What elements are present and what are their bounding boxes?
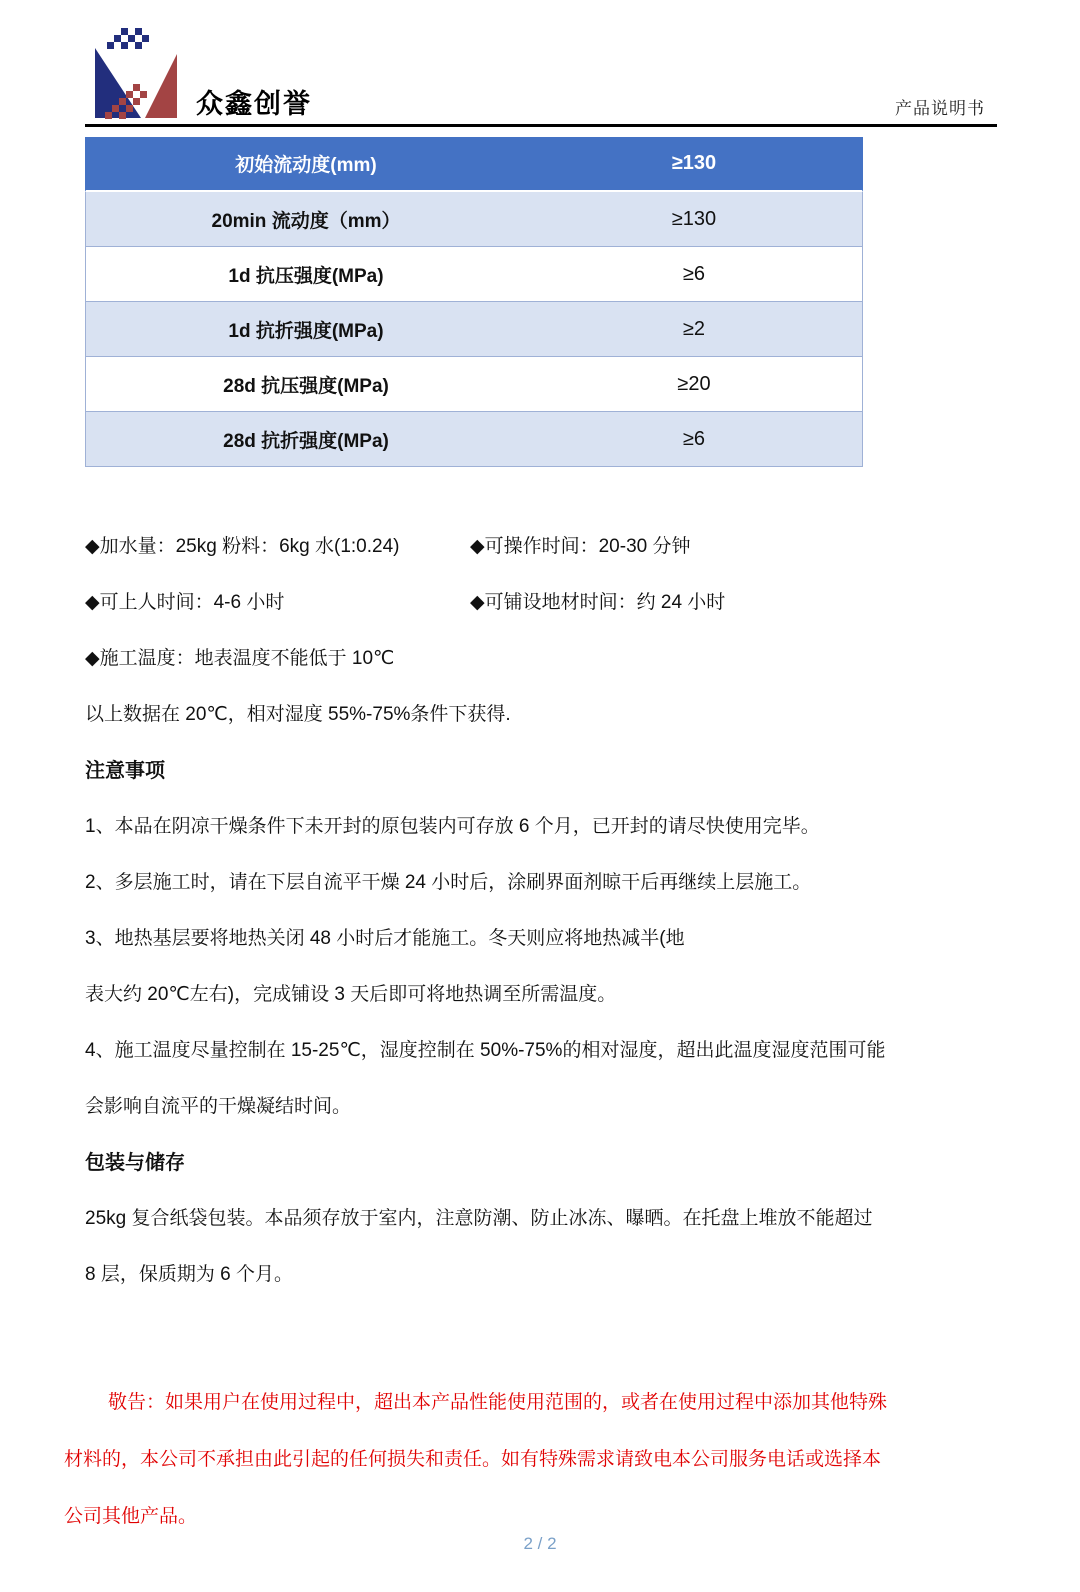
spec-table xyxy=(85,137,863,467)
storage-heading: 包装与储存 xyxy=(85,1151,185,1174)
body-content xyxy=(85,516,997,1300)
table-row-value: ≥130 xyxy=(671,152,717,174)
table-row xyxy=(85,412,863,467)
note-line: 1、本品在阴凉干燥条件下未开封的原包装内可存放 6 个月，已开封的请尽快使用完毕。 xyxy=(85,815,820,837)
spec-bullet-row xyxy=(85,572,997,628)
storage-line: 25kg 复合纸袋包装。本品须存放于室内，注意防潮、防止冰冻、曝晒。在托盘上堆放不能超过 xyxy=(85,1207,873,1229)
spec-item-construction-temp: ◆施工温度：地表温度不能低于 10℃ xyxy=(85,647,395,669)
storage-line: 8 层，保质期为 6 个月。 xyxy=(85,1263,293,1285)
table-row xyxy=(85,357,863,412)
spec-item-working-time: ◆可操作时间：20-30 分钟 xyxy=(470,535,691,557)
table-row-label: 1d 抗折强度(MPa) xyxy=(228,320,384,342)
table-row-label: 1d 抗压强度(MPa) xyxy=(228,265,384,287)
document-type-label: 产品说明书 xyxy=(895,99,985,118)
warning-paragraph xyxy=(64,1372,1016,1543)
table-row-value: ≥130 xyxy=(671,207,717,230)
spec-item-water-ratio: ◆加水量：25kg 粉料：6kg 水(1:0.24) xyxy=(85,535,400,557)
page-number: 2 / 2 xyxy=(523,1534,557,1553)
table-row-label: 20min 流动度（mm） xyxy=(211,210,401,232)
spec-bullet-row xyxy=(85,516,997,572)
warning-line: 公司其他产品。 xyxy=(64,1506,198,1527)
table-row-label: 28d 抗压强度(MPa) xyxy=(223,375,389,397)
note-line: 3、地热基层要将地热关闭 48 小时后才能施工。冬天则应将地热减半(地 xyxy=(85,927,685,949)
warning-line: 敬告：如果用户在使用过程中，超出本产品性能使用范围的，或者在使用过程中添加其他特殊 xyxy=(108,1392,888,1413)
table-row xyxy=(85,302,863,357)
warning-line: 材料的，本公司不承担由此引起的任何损失和责任。如有特殊需求请致电本公司服务电话或选择本 xyxy=(64,1449,882,1470)
note-line: 表大约 20℃左右)，完成铺设 3 天后即可将地热调至所需温度。 xyxy=(85,983,617,1005)
notes-heading: 注意事项 xyxy=(85,759,165,782)
table-row-value: ≥20 xyxy=(677,372,711,395)
company-name: 众鑫创誉 xyxy=(196,89,312,119)
note-line: 2、多层施工时，请在下层自流平干燥 24 小时后，涂刷界面剂晾干后再继续上层施工。 xyxy=(85,871,812,893)
note-line: 4、施工温度尽量控制在 15-25℃，湿度控制在 50%-75%的相对湿度，超出此温度湿度范围可能 xyxy=(85,1039,886,1061)
table-row xyxy=(85,137,863,192)
note-line: 会影响自流平的干燥凝结时间。 xyxy=(85,1095,352,1117)
table-row-value: ≥6 xyxy=(682,262,706,285)
spec-item-flooring-time: ◆可铺设地材时间：约 24 小时 xyxy=(470,591,726,613)
spec-conditions-note: 以上数据在 20℃，相对湿度 55%-75%条件下获得. xyxy=(85,703,511,725)
table-row xyxy=(85,192,863,247)
table-row-label: 28d 抗折强度(MPa) xyxy=(223,430,389,452)
table-row-value: ≥2 xyxy=(682,317,706,340)
header-divider xyxy=(85,124,997,127)
table-row xyxy=(85,247,863,302)
spec-item-walkable-time: ◆可上人时间：4-6 小时 xyxy=(85,591,285,613)
table-row-value: ≥6 xyxy=(682,427,706,450)
table-row-label: 初始流动度(mm) xyxy=(235,155,377,176)
